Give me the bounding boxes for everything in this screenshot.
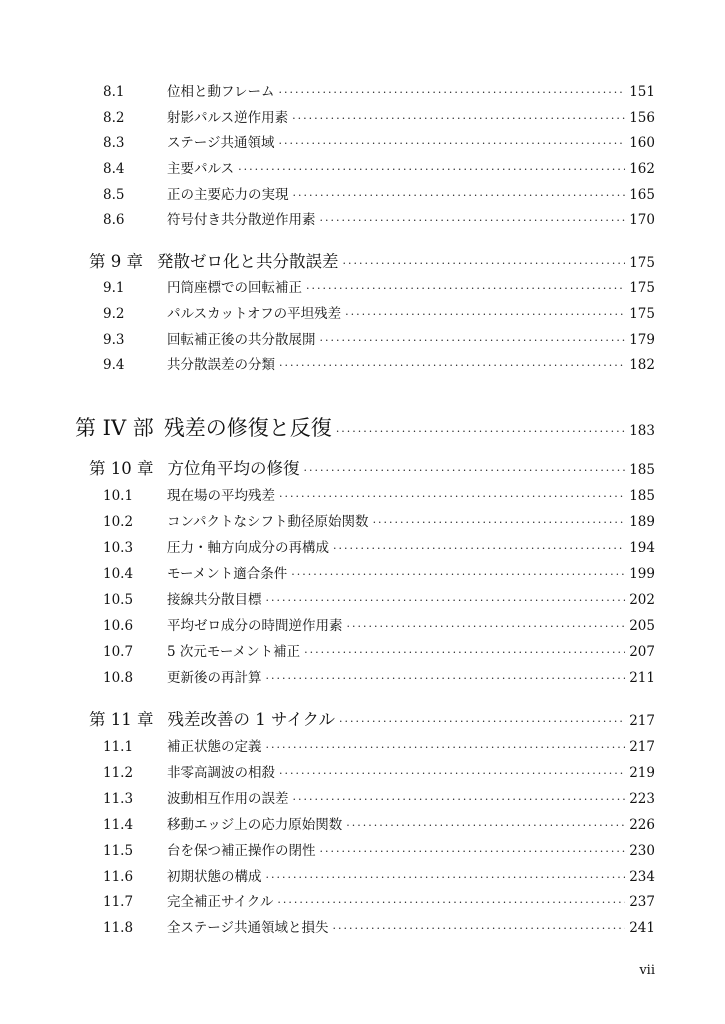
toc-section-entry[interactable] xyxy=(103,510,655,532)
section-number: 11.5 xyxy=(103,843,134,859)
page-number: 237 xyxy=(629,894,655,910)
toc-section-entry[interactable] xyxy=(103,131,655,153)
page-number: 194 xyxy=(629,540,655,556)
toc-section-entry[interactable] xyxy=(103,890,655,912)
toc-chapter-entry[interactable] xyxy=(89,248,655,274)
section-number: 9.1 xyxy=(103,280,125,296)
toc-section-entry[interactable] xyxy=(103,916,655,938)
section-number: 10.5 xyxy=(103,592,134,608)
page-number: 165 xyxy=(629,187,655,203)
section-title: 非零高調波の相殺 xyxy=(167,765,275,781)
toc-section-entry[interactable] xyxy=(103,302,655,324)
section-number: 10.3 xyxy=(103,540,134,556)
section-title: 射影パルス逆作用素 xyxy=(167,110,289,126)
toc-section-entry[interactable] xyxy=(103,276,655,298)
toc-section-entry[interactable] xyxy=(103,640,655,662)
dot-leader xyxy=(277,896,625,909)
dot-leader xyxy=(345,308,625,321)
section-number: 10.8 xyxy=(103,670,134,686)
dot-leader xyxy=(279,359,625,372)
page-number: 160 xyxy=(629,135,655,151)
toc-part-entry[interactable] xyxy=(75,412,655,446)
section-title: 円筒座標での回転補正 xyxy=(167,280,302,296)
section-title: 平均ゼロ成分の時間逆作用素 xyxy=(167,618,343,634)
toc-section-entry[interactable] xyxy=(103,787,655,809)
dot-leader xyxy=(238,163,625,176)
dot-leader xyxy=(279,767,625,780)
section-number: 11.8 xyxy=(103,920,134,936)
dot-leader xyxy=(293,189,626,202)
chapter-title: 発散ゼロ化と共分散誤差 xyxy=(157,252,339,271)
dot-leader xyxy=(346,819,625,832)
section-title: 5 次元モーメント補正 xyxy=(167,644,301,660)
page-number: 156 xyxy=(629,110,655,126)
page-number: 175 xyxy=(629,306,655,322)
section-number: 11.4 xyxy=(103,817,134,833)
page-number: 241 xyxy=(629,920,655,936)
dot-leader xyxy=(291,568,625,581)
toc-section-entry[interactable] xyxy=(103,761,655,783)
section-title: 回転補正後の共分散展開 xyxy=(167,332,316,348)
page-number: 189 xyxy=(629,514,655,530)
page-number: 185 xyxy=(629,462,655,478)
page-number: 183 xyxy=(629,423,655,439)
section-number: 11.3 xyxy=(103,791,134,807)
section-title: 圧力・軸方向成分の再構成 xyxy=(167,540,329,556)
page-number: 170 xyxy=(629,212,655,228)
section-title: 接線共分散目標 xyxy=(167,592,262,608)
toc-chapter-entry[interactable] xyxy=(89,455,655,481)
section-number: 11.2 xyxy=(103,765,134,781)
toc-section-entry[interactable] xyxy=(103,80,655,102)
dot-leader xyxy=(336,425,625,438)
dot-leader xyxy=(320,214,626,227)
section-title: 波動相互作用の誤差 xyxy=(167,791,289,807)
chapter-number: 第 9 章 xyxy=(89,252,143,271)
section-title: モーメント適合条件 xyxy=(167,566,288,582)
dot-leader xyxy=(332,922,625,935)
toc-section-entry[interactable] xyxy=(103,562,655,584)
section-title: 初期状態の構成 xyxy=(167,869,262,885)
dot-leader xyxy=(266,871,626,884)
chapter-number: 第 11 章 xyxy=(89,710,154,729)
section-title: 位相と動フレーム xyxy=(167,84,275,100)
section-number: 11.7 xyxy=(103,894,134,910)
dot-leader xyxy=(339,715,625,728)
chapter-number: 第 10 章 xyxy=(89,459,154,478)
page-number: 207 xyxy=(629,644,655,660)
dot-leader xyxy=(304,646,625,659)
page-number: 219 xyxy=(629,765,655,781)
section-number: 11.6 xyxy=(103,869,134,885)
section-title: 移動エッジ上の応力原始関数 xyxy=(167,817,343,833)
dot-leader xyxy=(278,137,625,150)
dot-leader xyxy=(293,793,626,806)
page-number: 182 xyxy=(629,357,655,373)
dot-leader xyxy=(278,86,625,99)
dot-leader xyxy=(373,516,625,529)
section-title: 共分散誤差の分類 xyxy=(167,357,275,373)
part-title: 残差の修復と反復 xyxy=(163,416,332,440)
page-number: 185 xyxy=(629,488,655,504)
section-number: 10.7 xyxy=(103,644,134,660)
section-number: 10.1 xyxy=(103,488,134,504)
page-folio: vii xyxy=(639,963,655,978)
dot-leader xyxy=(333,542,625,555)
dot-leader xyxy=(304,464,626,477)
dot-leader xyxy=(306,282,625,295)
page-number: 217 xyxy=(629,739,655,755)
section-number: 11.1 xyxy=(103,739,134,755)
dot-leader xyxy=(292,112,625,125)
section-number: 10.4 xyxy=(103,566,134,582)
page-number: 223 xyxy=(629,791,655,807)
section-number: 9.4 xyxy=(103,357,125,373)
section-title: 正の主要応力の実現 xyxy=(167,187,289,203)
toc-section-entry[interactable] xyxy=(103,588,655,610)
section-number: 8.1 xyxy=(103,84,125,100)
toc-section-entry[interactable] xyxy=(103,106,655,128)
dot-leader xyxy=(320,334,626,347)
page-number: 234 xyxy=(629,869,655,885)
page-number: 162 xyxy=(629,161,655,177)
section-number: 9.2 xyxy=(103,306,125,322)
dot-leader xyxy=(266,741,626,754)
toc-section-entry[interactable] xyxy=(103,208,655,230)
page-number: 226 xyxy=(629,817,655,833)
page-number: 151 xyxy=(629,84,655,100)
dot-leader xyxy=(266,594,626,607)
toc-chapter-entry[interactable] xyxy=(89,706,655,732)
section-number: 10.2 xyxy=(103,514,134,530)
section-title: 主要パルス xyxy=(167,161,235,177)
toc-section-entry[interactable] xyxy=(103,328,655,350)
toc-section-entry[interactable] xyxy=(103,536,655,558)
page-number: 230 xyxy=(629,843,655,859)
toc-section-entry[interactable] xyxy=(103,157,655,179)
section-number: 8.5 xyxy=(103,187,125,203)
section-number: 8.3 xyxy=(103,135,125,151)
page-number: 217 xyxy=(629,713,655,729)
toc-section-entry[interactable] xyxy=(103,614,655,636)
page-number: 202 xyxy=(629,592,655,608)
section-title: 台を保つ補正操作の閉性 xyxy=(167,843,316,859)
section-number: 10.6 xyxy=(103,618,134,634)
toc-section-entry[interactable] xyxy=(103,484,655,506)
section-number: 8.4 xyxy=(103,161,125,177)
page-number: 175 xyxy=(629,255,655,271)
toc-section-entry[interactable] xyxy=(103,865,655,887)
section-title: 符号付き共分散逆作用素 xyxy=(167,212,316,228)
toc-section-entry[interactable] xyxy=(103,666,655,688)
chapter-title: 方位角平均の修復 xyxy=(167,459,300,478)
section-number: 9.3 xyxy=(103,332,125,348)
section-title: 現在場の平均残差 xyxy=(167,488,275,504)
dot-leader xyxy=(266,672,626,685)
section-title: コンパクトなシフト動径原始関数 xyxy=(167,514,369,530)
dot-leader xyxy=(320,845,626,858)
page-number: 199 xyxy=(629,566,655,582)
section-number: 8.2 xyxy=(103,110,125,126)
section-title: 全ステージ共通領域と損失 xyxy=(167,920,329,936)
page-number: 179 xyxy=(629,332,655,348)
section-number: 8.6 xyxy=(103,212,125,228)
section-title: 完全補正サイクル xyxy=(167,894,274,910)
page-number: 205 xyxy=(629,618,655,634)
dot-leader xyxy=(343,257,626,270)
section-title: 更新後の再計算 xyxy=(167,670,262,686)
chapter-title: 残差改善の 1 サイクル xyxy=(167,710,336,729)
page-number: 211 xyxy=(629,670,655,686)
section-title: パルスカットオフの平坦残差 xyxy=(167,306,342,322)
section-title: ステージ共通領域 xyxy=(167,135,275,151)
toc-section-entry[interactable] xyxy=(103,183,655,205)
section-title: 補正状態の定義 xyxy=(167,739,262,755)
toc-section-entry[interactable] xyxy=(103,813,655,835)
dot-leader xyxy=(347,620,626,633)
toc-section-entry[interactable] xyxy=(103,353,655,375)
toc-section-entry[interactable] xyxy=(103,839,655,861)
part-number: 第 IV 部 xyxy=(75,416,154,440)
toc-section-entry[interactable] xyxy=(103,735,655,757)
dot-leader xyxy=(279,490,625,503)
page-number: 175 xyxy=(629,280,655,296)
